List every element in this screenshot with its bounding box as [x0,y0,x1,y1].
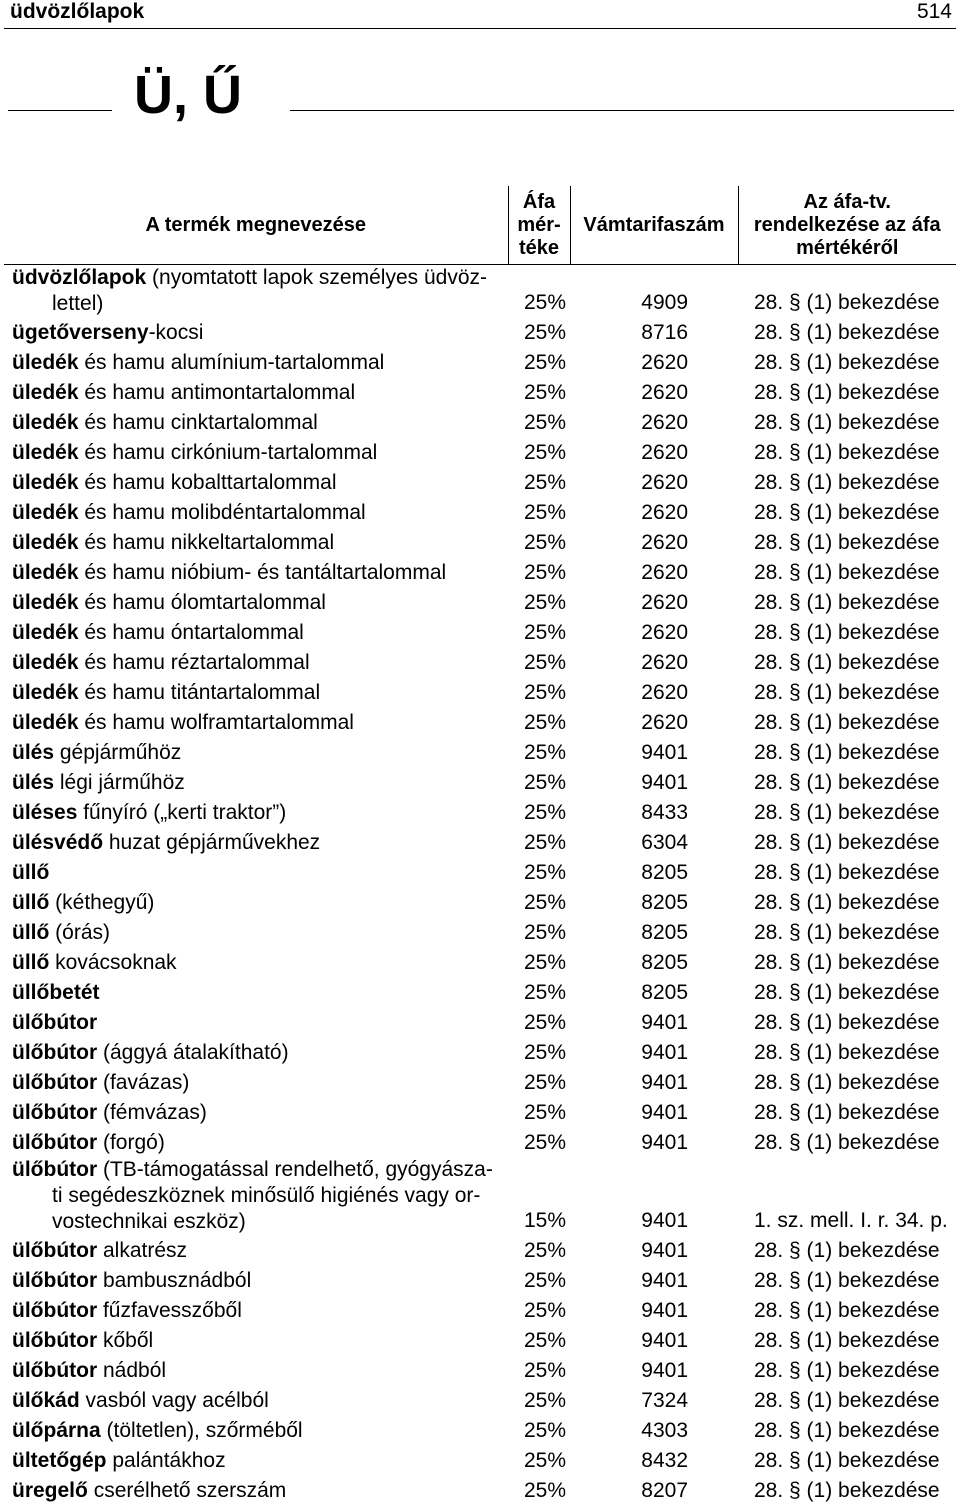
product-desc: és hamu molibdéntartalommal [79,501,366,524]
tariff-code: 6304 [570,827,738,857]
product-name [4,1475,508,1505]
product-name [4,977,508,1007]
vat-rate: 25% [508,1235,570,1265]
tariff-code: 4909 [570,265,738,318]
table-row [4,437,956,467]
vat-rate: 25% [508,497,570,527]
tariff-code: 2620 [570,647,738,677]
legal-provision: 28. § (1) bekezdése [738,467,956,497]
product-keyword: üledék [12,531,79,554]
legal-provision: 28. § (1) bekezdése [738,917,956,947]
product-name [4,827,508,857]
product-keyword: ülés [12,771,54,794]
vat-rate: 25% [508,617,570,647]
product-desc: vasból vagy acélból [80,1389,269,1412]
product-desc-continuation: lettel) [12,291,508,317]
tariff-code: 2620 [570,407,738,437]
table-row [4,1127,956,1157]
product-desc: huzat gépjárművekhez [103,831,320,854]
product-keyword: üledék [12,711,79,734]
tariff-code: 2620 [570,467,738,497]
table-row [4,1235,956,1265]
vat-rate: 25% [508,467,570,497]
vat-rate: 25% [508,347,570,377]
tariff-code: 8432 [570,1445,738,1475]
product-name [4,647,508,677]
table-row [4,1325,956,1355]
product-name [4,1265,508,1295]
vat-rate: 25% [508,1415,570,1445]
product-name [4,1067,508,1097]
product-name [4,1127,508,1157]
product-keyword: üledék [12,441,79,464]
legal-provision: 28. § (1) bekezdése [738,1007,956,1037]
product-name [4,1295,508,1325]
legal-provision: 28. § (1) bekezdése [738,797,956,827]
product-keyword: ülőbútor [12,1101,97,1124]
tariff-code: 9401 [570,1037,738,1067]
tariff-code: 8205 [570,857,738,887]
section-rule-right [290,110,954,111]
tariff-code: 9401 [570,1235,738,1265]
table-row [4,617,956,647]
table-row [4,707,956,737]
product-keyword: ülőbútor [12,1299,97,1322]
vat-rate: 25% [508,737,570,767]
legal-provision: 28. § (1) bekezdése [738,557,956,587]
tariff-code: 8716 [570,317,738,347]
product-desc: és hamu óntartalommal [79,621,304,644]
product-keyword: ülés [12,741,54,764]
vat-rate: 25% [508,857,570,887]
tariff-code: 9401 [570,737,738,767]
product-desc: (nyomtatott lapok személyes üdvöz- [146,266,487,289]
product-name [4,1235,508,1265]
product-desc: kőből [97,1329,153,1352]
product-name [4,1415,508,1445]
product-desc: gépjárműhöz [54,741,181,764]
vat-rate: 25% [508,1355,570,1385]
product-keyword: ülőbútor [12,1011,97,1034]
tariff-code: 4303 [570,1415,738,1445]
vat-rate: 25% [508,767,570,797]
product-name [4,887,508,917]
product-keyword: üllő [12,951,49,974]
product-keyword: üledék [12,591,79,614]
product-keyword: ülőpárna [12,1419,101,1442]
product-desc: és hamu titántartalommal [79,681,321,704]
product-name [4,587,508,617]
product-name [4,557,508,587]
product-keyword: üléses [12,801,77,824]
product-name [4,1355,508,1385]
product-keyword: üledék [12,351,79,374]
table-body [4,265,956,1505]
legal-provision: 28. § (1) bekezdése [738,265,956,318]
product-name [4,497,508,527]
tariff-code: 9401 [570,1295,738,1325]
legal-provision: 28. § (1) bekezdése [738,1265,956,1295]
table-header-row [4,186,956,265]
product-keyword: üledék [12,651,79,674]
tariff-code: 8433 [570,797,738,827]
header-title: üdvözlőlapok [10,0,144,24]
vat-rate: 25% [508,677,570,707]
col-header-tariff: Vámtarifaszám [570,186,738,265]
tariff-code: 9401 [570,1157,738,1235]
product-desc: nádból [97,1359,166,1382]
product-desc: -kocsi [149,321,204,344]
product-desc: légi járműhöz [54,771,185,794]
table-row [4,887,956,917]
legal-provision: 28. § (1) bekezdése [738,407,956,437]
legal-provision: 28. § (1) bekezdése [738,497,956,527]
table-row [4,587,956,617]
table-row [4,677,956,707]
vat-rate: 25% [508,1067,570,1097]
table-row [4,1157,956,1235]
product-name [4,617,508,647]
product-desc: fűnyíró („kerti traktor”) [77,801,286,824]
vat-table [4,186,956,1505]
tariff-code: 9401 [570,1325,738,1355]
product-name [4,377,508,407]
product-keyword: üllő [12,891,49,914]
table-row [4,737,956,767]
table-row [4,857,956,887]
legal-provision: 28. § (1) bekezdése [738,617,956,647]
vat-rate: 25% [508,887,570,917]
product-name [4,707,508,737]
vat-rate: 25% [508,1265,570,1295]
product-keyword: ülőbútor [12,1329,97,1352]
product-desc: alkatrész [97,1239,187,1262]
product-keyword: ügetőverseny [12,321,149,344]
legal-provision: 28. § (1) bekezdése [738,1127,956,1157]
table-row [4,1097,956,1127]
vat-rate: 25% [508,1097,570,1127]
vat-rate: 25% [508,317,570,347]
product-desc: bambusznádból [97,1269,251,1292]
legal-provision: 28. § (1) bekezdése [738,1037,956,1067]
legal-provision: 28. § (1) bekezdése [738,317,956,347]
vat-rate: 25% [508,437,570,467]
legal-provision: 28. § (1) bekezdése [738,707,956,737]
product-keyword: ülőbútor [12,1158,97,1181]
table-row [4,347,956,377]
table-row [4,377,956,407]
product-desc: kovácsoknak [49,951,176,974]
tariff-code: 8205 [570,887,738,917]
product-keyword: üledék [12,471,79,494]
product-name [4,1385,508,1415]
tariff-code: 8205 [570,977,738,1007]
vat-rate: 25% [508,407,570,437]
vat-rate: 25% [508,1475,570,1505]
product-desc: (órás) [49,921,110,944]
product-desc: (TB-támogatással rendelhető, gyógyásza- [97,1158,493,1181]
product-desc: és hamu kobalttartalommal [79,471,337,494]
table-row [4,947,956,977]
legal-provision: 28. § (1) bekezdése [738,1415,956,1445]
product-desc: (fémvázas) [97,1101,207,1124]
tariff-code: 2620 [570,557,738,587]
legal-provision: 28. § (1) bekezdése [738,677,956,707]
product-keyword: üllő [12,861,49,884]
legal-provision: 28. § (1) bekezdése [738,1067,956,1097]
vat-rate: 25% [508,1445,570,1475]
product-name [4,1157,508,1235]
product-desc: és hamu réztartalommal [79,651,310,674]
table-row [4,917,956,947]
vat-rate: 25% [508,557,570,587]
legal-provision: 28. § (1) bekezdése [738,947,956,977]
product-name [4,1325,508,1355]
legal-provision: 28. § (1) bekezdése [738,1325,956,1355]
tariff-code: 8207 [570,1475,738,1505]
product-desc-continuation: ti segédeszköznek minősülő higiénés vagy or- [12,1183,508,1209]
vat-rate: 25% [508,707,570,737]
legal-provision: 28. § (1) bekezdése [738,857,956,887]
tariff-code: 9401 [570,1355,738,1385]
product-name [4,797,508,827]
vat-rate: 25% [508,1037,570,1067]
vat-rate: 25% [508,587,570,617]
page-number: 514 [917,0,952,24]
legal-provision: 28. § (1) bekezdése [738,737,956,767]
tariff-code: 2620 [570,527,738,557]
vat-rate: 25% [508,527,570,557]
tariff-code: 8205 [570,947,738,977]
product-name [4,317,508,347]
tariff-code: 9401 [570,1097,738,1127]
table-row [4,767,956,797]
product-desc: és hamu alumínium-tartalommal [79,351,385,374]
product-name [4,1445,508,1475]
legal-provision: 28. § (1) bekezdése [738,1355,956,1385]
table-row [4,1415,956,1445]
table-row [4,467,956,497]
tariff-code: 2620 [570,377,738,407]
tariff-code: 2620 [570,587,738,617]
page-header [4,0,956,29]
table-row [4,407,956,437]
table-row [4,1067,956,1097]
vat-rate: 25% [508,797,570,827]
table-row [4,1037,956,1067]
table-row [4,1265,956,1295]
tariff-code: 2620 [570,347,738,377]
product-desc: és hamu nióbium- és tantáltartalommal [79,561,447,584]
tariff-code: 9401 [570,1067,738,1097]
product-name [4,407,508,437]
product-keyword: ülőbútor [12,1359,97,1382]
product-name [4,265,508,318]
product-name [4,947,508,977]
col-header-product: A termék megnevezése [4,186,508,265]
tariff-code: 9401 [570,1127,738,1157]
product-name [4,467,508,497]
product-keyword: üllő [12,921,49,944]
product-keyword: üledék [12,561,79,584]
product-keyword: ülésvédő [12,831,103,854]
product-desc: (favázas) [97,1071,189,1094]
table-row [4,647,956,677]
legal-provision: 28. § (1) bekezdése [738,1097,956,1127]
vat-rate: 25% [508,1295,570,1325]
product-desc: fűzfavesszőből [97,1299,242,1322]
product-keyword: ülőbútor [12,1131,97,1154]
product-desc: cserélhető szerszám [88,1479,286,1502]
product-keyword: ültetőgép [12,1449,107,1472]
legal-provision: 28. § (1) bekezdése [738,827,956,857]
legal-provision: 28. § (1) bekezdése [738,1475,956,1505]
section-rule-left [8,110,112,111]
product-keyword: ülőbútor [12,1041,97,1064]
tariff-code: 2620 [570,677,738,707]
product-keyword: üledék [12,501,79,524]
legal-provision: 28. § (1) bekezdése [738,887,956,917]
product-desc: (töltetlen), szőrméből [101,1419,303,1442]
legal-provision: 1. sz. mell. I. r. 34. p. [738,1157,956,1235]
product-desc-continuation: vostechnikai eszköz) [12,1209,508,1235]
vat-rate: 25% [508,977,570,1007]
legal-provision: 28. § (1) bekezdése [738,977,956,1007]
product-keyword: üledék [12,621,79,644]
legal-provision: 28. § (1) bekezdése [738,647,956,677]
product-name [4,857,508,887]
tariff-code: 2620 [570,707,738,737]
product-keyword: üllőbetét [12,981,100,1004]
product-desc: és hamu wolframtartalommal [79,711,354,734]
table-row [4,1355,956,1385]
legal-provision: 28. § (1) bekezdése [738,767,956,797]
tariff-code: 9401 [570,1265,738,1295]
vat-rate: 25% [508,947,570,977]
table-row [4,317,956,347]
product-desc: és hamu nikkeltartalommal [79,531,335,554]
vat-rate: 25% [508,1127,570,1157]
vat-rate: 25% [508,647,570,677]
product-keyword: üledék [12,411,79,434]
tariff-code: 9401 [570,1007,738,1037]
vat-rate: 25% [508,917,570,947]
vat-rate: 15% [508,1157,570,1235]
product-keyword: ülőbútor [12,1071,97,1094]
product-keyword: üdvözlőlapok [12,266,146,289]
table-row [4,557,956,587]
legal-provision: 28. § (1) bekezdése [738,587,956,617]
product-name [4,1097,508,1127]
tariff-code: 9401 [570,767,738,797]
tariff-code: 2620 [570,437,738,467]
table-row [4,1385,956,1415]
product-desc: és hamu ólomtartalommal [79,591,326,614]
product-name [4,1037,508,1067]
product-desc: és hamu antimontartalommal [79,381,356,404]
product-name [4,437,508,467]
product-keyword: ülőbútor [12,1269,97,1292]
vat-rate: 25% [508,1325,570,1355]
product-desc: (forgó) [97,1131,165,1154]
col-header-rate-label: Áfa mér- téke [509,191,570,260]
product-keyword: üledék [12,381,79,404]
product-name [4,1007,508,1037]
tariff-code: 7324 [570,1385,738,1415]
product-name [4,677,508,707]
col-header-provision: Az áfa-tv. rendelkezése az áfa mértékéről [738,186,956,265]
vat-rate: 25% [508,1385,570,1415]
table-row [4,1475,956,1505]
product-keyword: ülőkád [12,1389,80,1412]
legal-provision: 28. § (1) bekezdése [738,437,956,467]
tariff-code: 2620 [570,497,738,527]
product-desc: palántákhoz [107,1449,226,1472]
product-name [4,917,508,947]
product-keyword: üregelő [12,1479,88,1502]
legal-provision: 28. § (1) bekezdése [738,1385,956,1415]
legal-provision: 28. § (1) bekezdése [738,1445,956,1475]
table-row [4,827,956,857]
table-row [4,1445,956,1475]
product-name [4,737,508,767]
product-name [4,347,508,377]
col-header-rate [508,186,570,265]
vat-rate: 25% [508,827,570,857]
table-row [4,1295,956,1325]
product-desc: és hamu cirkónium-tartalommal [79,441,378,464]
tariff-code: 8205 [570,917,738,947]
table-row [4,497,956,527]
product-name [4,767,508,797]
legal-provision: 28. § (1) bekezdése [738,347,956,377]
vat-rate: 25% [508,265,570,318]
legal-provision: 28. § (1) bekezdése [738,377,956,407]
table-row [4,977,956,1007]
table-row [4,265,956,318]
vat-rate: 25% [508,377,570,407]
tariff-code: 2620 [570,617,738,647]
table-row [4,1007,956,1037]
legal-provision: 28. § (1) bekezdése [738,1295,956,1325]
product-keyword: üledék [12,681,79,704]
product-desc: (ággyá átalakítható) [97,1041,288,1064]
section-letter: Ü, Ű [134,68,242,122]
table-row [4,797,956,827]
product-desc: és hamu cinktartalommal [79,411,318,434]
product-keyword: ülőbútor [12,1239,97,1262]
table-row [4,527,956,557]
vat-rate: 25% [508,1007,570,1037]
product-desc: (kéthegyű) [49,891,154,914]
product-name [4,527,508,557]
legal-provision: 28. § (1) bekezdése [738,527,956,557]
legal-provision: 28. § (1) bekezdése [738,1235,956,1265]
